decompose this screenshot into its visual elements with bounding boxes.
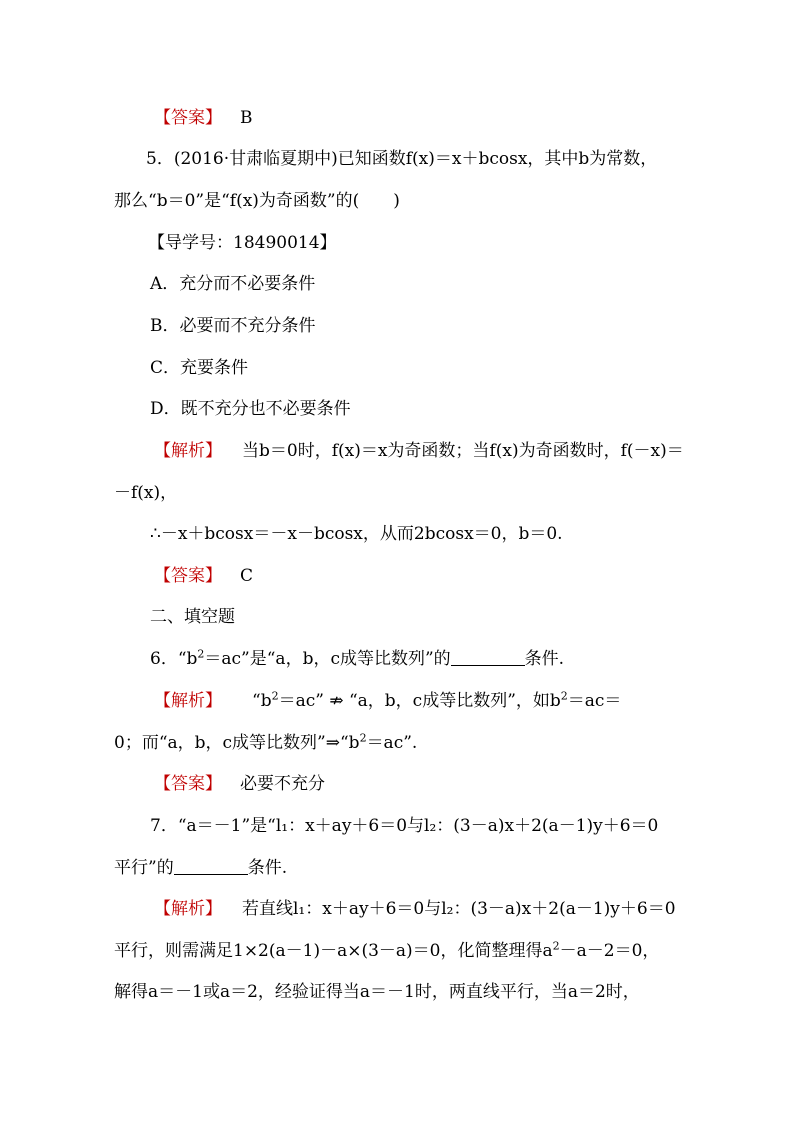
section-heading-fill-blank: 二、填空题 <box>150 607 235 627</box>
question-5-ref-number: 【导学号：18490014】 <box>148 233 337 253</box>
solution-line-q6-2 <box>114 731 417 755</box>
q7-text-a: 平行”的 <box>114 858 174 878</box>
solution-label: 【解析】 <box>154 441 222 461</box>
q6-sol-sup-1: 2 <box>271 689 279 703</box>
q6-sol-a: “b <box>252 691 272 711</box>
option-d: D．既不充分也不必要条件 <box>150 399 351 419</box>
q7-sol2-b: －a－2＝0， <box>559 941 660 961</box>
q7-sol2-sup: 2 <box>552 939 560 953</box>
option-a: A．充分而不必要条件 <box>150 274 316 294</box>
solution-text: 若直线l₁：x＋ay＋6＝0与l₂：(3－a)x＋2(a－1)y＋6＝0 <box>242 899 676 919</box>
q6-sol-sup-2: 2 <box>560 689 568 703</box>
solution-label: 【解析】 <box>154 899 222 919</box>
answer-blank <box>451 647 525 666</box>
question-7-line-2 <box>114 856 287 880</box>
question-5-line-2: 那么“b＝0”是“f(x)为奇函数”的( ) <box>114 191 400 211</box>
answer-value: 必要不充分 <box>240 774 325 794</box>
q6-text-a: 6．“b <box>150 649 198 669</box>
answer-line-q4 <box>154 106 253 130</box>
solution-label: 【解析】 <box>154 691 222 711</box>
solution-line-q7-3: 解得a＝－1或a＝2，经验证得当a＝－1时，两直线平行，当a＝2时， <box>114 982 640 1002</box>
solution-line-q7-2 <box>114 939 659 963</box>
answer-label: 【答案】 <box>154 774 222 794</box>
answer-label: 【答案】 <box>154 566 222 586</box>
q6-text-b: ＝ac”是“a，b，c成等比数列”的 <box>204 649 451 669</box>
solution-line-q5-2: －f(x)， <box>114 483 178 503</box>
answer-line-q5 <box>154 564 253 588</box>
q6-sol2-sup: 2 <box>359 731 367 745</box>
solution-line-q7-1 <box>154 897 676 921</box>
answer-value: C <box>240 566 254 586</box>
q6-sol2-b: ＝ac”. <box>366 733 418 753</box>
answer-value: B <box>240 108 253 128</box>
question-7-line-1: 7．“a＝－1”是“l₁：x＋ay＋6＝0与l₂：(3－a)x＋2(a－1)y＋6＝0 <box>150 816 659 836</box>
q7-text-b: 条件. <box>247 858 288 878</box>
q6-sol-c: ＝ac＝ <box>567 691 622 711</box>
solution-line-q6-1 <box>154 689 621 713</box>
q7-sol2-a: 平行，则需满足1×2(a－1)－a×(3－a)＝0，化简整理得a <box>114 941 553 961</box>
solution-text: 当b＝0时，f(x)＝x为奇函数；当f(x)为奇函数时，f(－x)＝ <box>242 441 684 461</box>
option-b: B．必要而不充分条件 <box>150 316 316 336</box>
q6-superscript: 2 <box>197 647 205 661</box>
q6-sol2-a: 0；而“a，b，c成等比数列”⇒“b <box>114 733 360 753</box>
option-c: C．充要条件 <box>150 358 249 378</box>
question-5-line-1: 5．(2016·甘肃临夏期中)已知函数f(x)＝x＋bcosx，其中b为常数， <box>146 149 658 169</box>
solution-line-q5-3: ∴－x＋bcosx＝－x－bcosx，从而2bcosx＝0，b＝0. <box>150 524 563 544</box>
answer-label: 【答案】 <box>154 108 222 128</box>
question-6 <box>150 647 564 671</box>
q6-sol-b: ＝ac” ⇏ “a，b，c成等比数列”，如b <box>278 691 561 711</box>
answer-line-q6 <box>154 772 325 796</box>
answer-blank <box>174 856 248 875</box>
q6-text-c: 条件. <box>524 649 565 669</box>
solution-line-q5-1 <box>154 439 684 463</box>
